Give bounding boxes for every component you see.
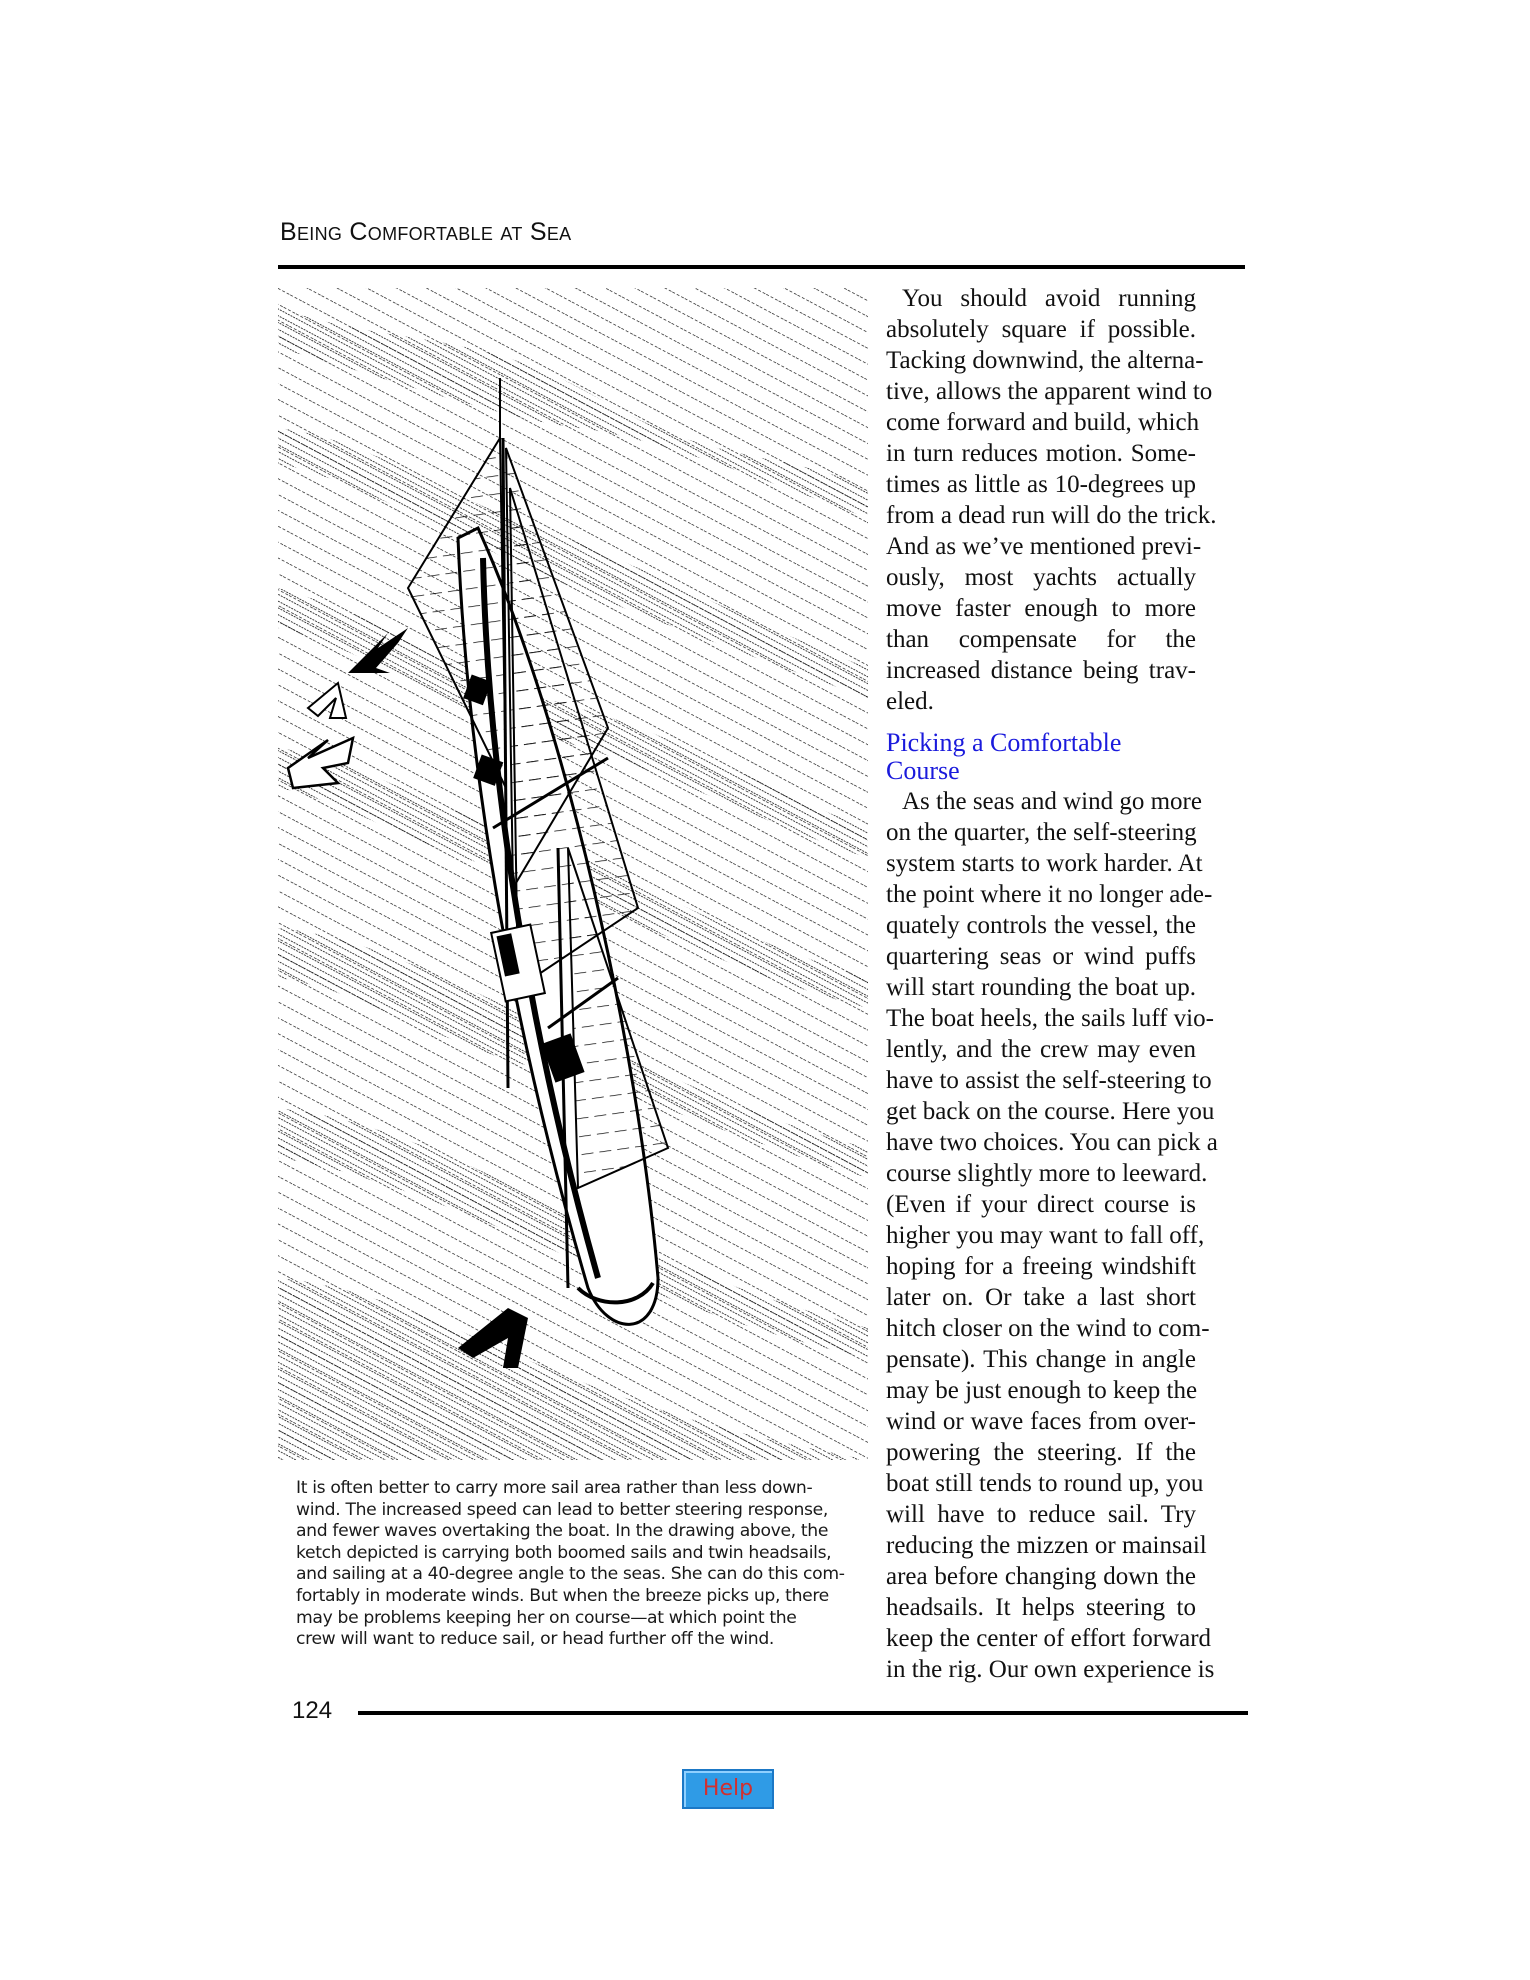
body-line: in the rig. Our own experience is (886, 1656, 1215, 1683)
body-line: than compensate for the (886, 626, 1196, 653)
caption-line: and fewer waves overtaking the boat. In the drawing above, the (296, 1521, 829, 1542)
body-line: quately controls the vessel, the (886, 912, 1196, 939)
body-line: times as little as 10-degrees up (886, 471, 1196, 498)
body-line: hoping for a freeing windshift (886, 1253, 1196, 1280)
help-button[interactable]: Help (682, 1769, 774, 1809)
body-line: later on. Or take a last short (886, 1284, 1196, 1311)
header-rule (278, 265, 1245, 269)
body-line: powering the steering. If the (886, 1439, 1196, 1466)
body-line: As the seas and wind go more (902, 788, 1202, 815)
body-line: ously, most yachts actually (886, 564, 1196, 591)
body-line: will start rounding the boat up. (886, 974, 1196, 1001)
body-line: hitch closer on the wind to com- (886, 1315, 1210, 1342)
body-line: wind or wave faces from over- (886, 1408, 1196, 1435)
body-line: may be just enough to keep the (886, 1377, 1198, 1404)
body-line: tive, allows the apparent wind to (886, 378, 1213, 405)
ketch-illustration (278, 288, 868, 1460)
section-heading-line: Course (886, 756, 960, 785)
body-line: have two choices. You can pick a (886, 1129, 1218, 1156)
body-line: You should avoid running (902, 285, 1196, 312)
body-line: from a dead run will do the trick. (886, 502, 1217, 529)
caption-line: fortably in moderate winds. But when the breeze picks up, there (296, 1585, 829, 1606)
caption-line: may be problems keeping her on course—at which point the (296, 1607, 797, 1628)
body-paragraph-2 (886, 786, 1218, 1685)
body-line: course slightly more to leeward. (886, 1160, 1208, 1187)
body-paragraph-1 (886, 283, 1217, 717)
body-line: Tacking downwind, the alterna- (886, 347, 1204, 374)
body-line: on the quarter, the self-steering (886, 819, 1197, 846)
body-line: have to assist the self-steering to (886, 1067, 1212, 1094)
body-line: And as we’ve mentioned previ- (886, 533, 1202, 560)
body-line: increased distance being trav- (886, 657, 1196, 684)
body-line: will have to reduce sail. Try (886, 1501, 1196, 1528)
body-line: in turn reduces motion. Some- (886, 440, 1196, 467)
caption-line: ketch depicted is carrying both boomed sails and twin headsails, (296, 1542, 832, 1563)
body-line: reducing the mizzen or mainsail (886, 1532, 1207, 1559)
body-line: keep the center of effort forward (886, 1625, 1212, 1652)
body-line: get back on the course. Here you (886, 1098, 1215, 1125)
caption-line: wind. The increased speed can lead to better steering response, (296, 1499, 829, 1520)
caption-line: It is often better to carry more sail area rather than less down- (296, 1478, 813, 1498)
body-line: eled. (886, 688, 934, 715)
figure-caption (296, 1478, 866, 1651)
caption-line: and sailing at a 40-degree angle to the seas. She can do this com- (296, 1564, 845, 1585)
body-line: headsails. It helps steering to (886, 1594, 1196, 1621)
body-line: move faster enough to more (886, 595, 1196, 622)
body-line: The boat heels, the sails luff vio- (886, 1005, 1214, 1032)
body-line: pensate). This change in angle (886, 1346, 1196, 1373)
running-head: Being Comfortable at Sea (280, 218, 572, 246)
body-line: area before changing down the (886, 1563, 1196, 1590)
section-heading-line: Picking a Comfortable (886, 728, 1122, 757)
body-line: the point where it no longer ade- (886, 881, 1213, 908)
body-line: quartering seas or wind puffs (886, 943, 1196, 970)
body-line: (Even if your direct course is (886, 1191, 1196, 1218)
body-line: come forward and build, which (886, 409, 1200, 436)
body-line: higher you may want to fall off, (886, 1222, 1205, 1249)
body-line: lently, and the crew may even (886, 1036, 1196, 1063)
section-heading (886, 729, 1206, 785)
body-line: absolutely square if possible. (886, 316, 1196, 343)
body-line: system starts to work harder. At (886, 850, 1203, 877)
body-line: boat still tends to round up, you (886, 1470, 1204, 1497)
footer-rule (358, 1711, 1248, 1715)
page-number: 124 (292, 1697, 333, 1724)
caption-line: crew will want to reduce sail, or head further off the wind. (296, 1629, 775, 1650)
